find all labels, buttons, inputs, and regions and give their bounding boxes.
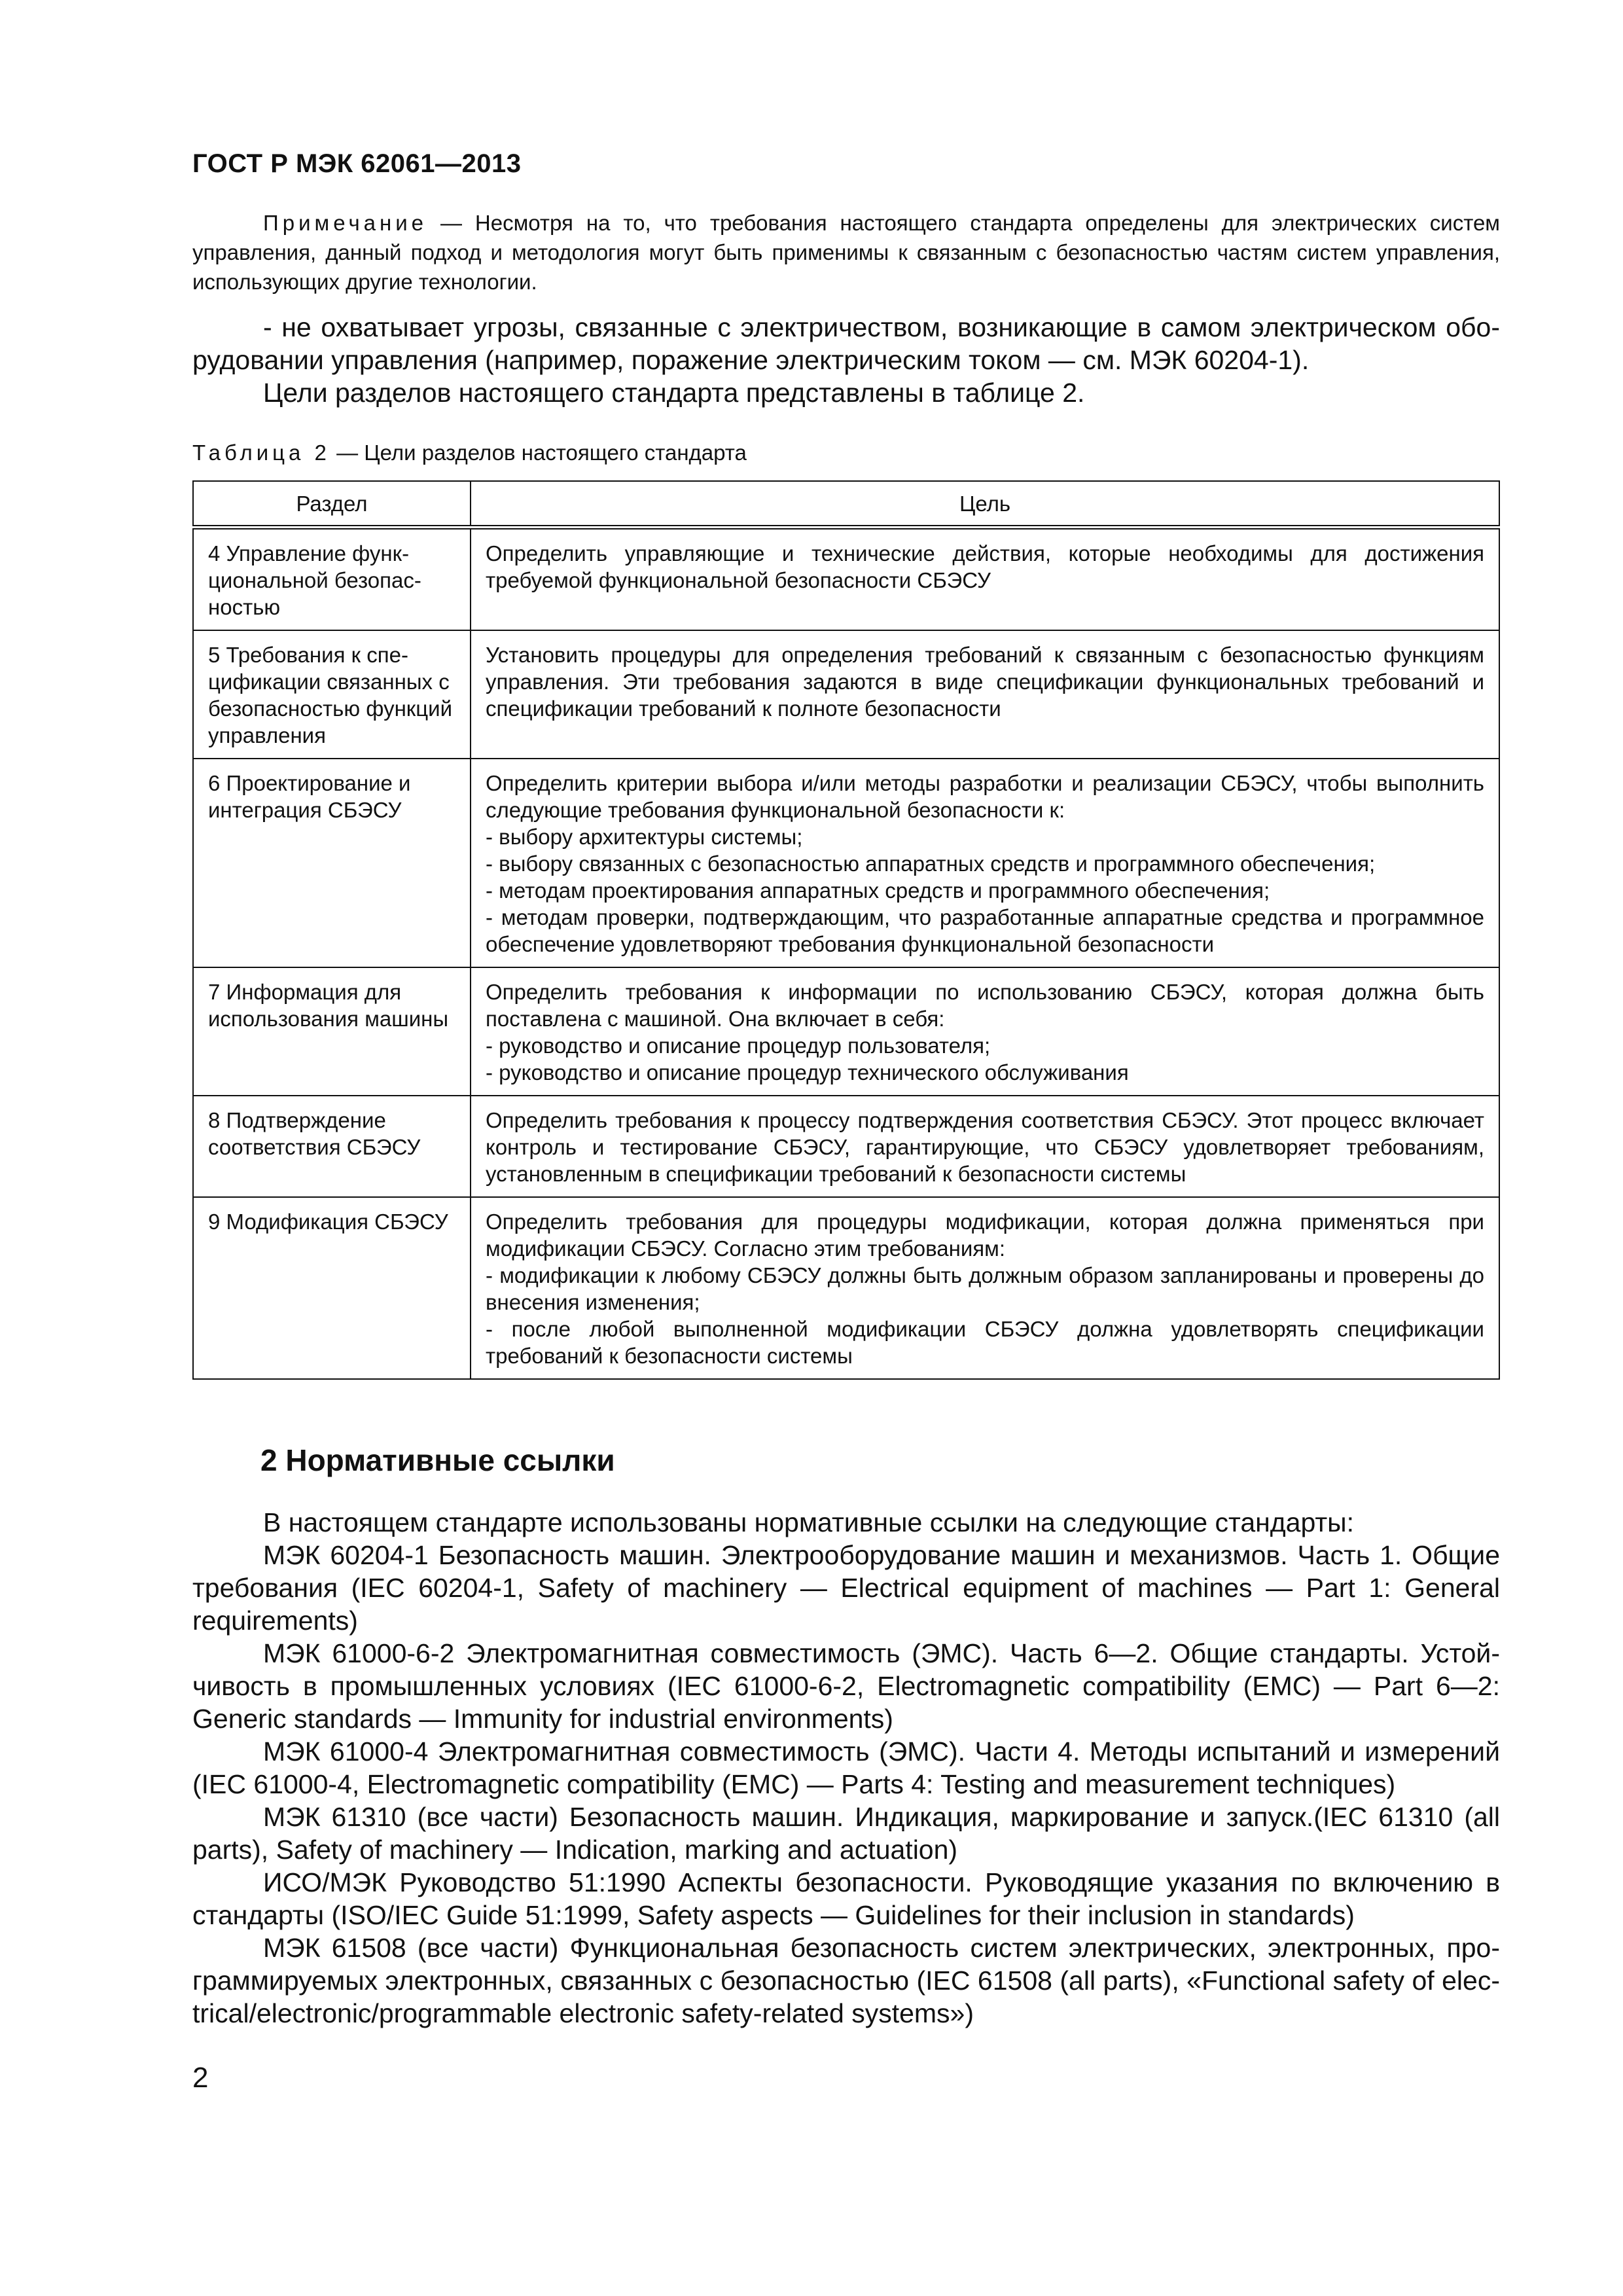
note-text: — Несмотря на то, что требования настоящего стандарта определены для электрических систем управления, данный подход и методология могут быть применимы к связанным с безопасностью частям систем управления, использующих другие технологии. — [192, 211, 1500, 294]
body-bullet: - не охватывает угрозы, связанные с электричеством, возникающие в самом электрическом оборудовании управления (например, поражение электрическим током — см. МЭК 60204-1). — [192, 312, 1500, 375]
table-row — [193, 528, 1499, 631]
table-row — [193, 1197, 1499, 1379]
page-number: 2 — [192, 2062, 209, 2094]
header-goal: Цель — [471, 481, 1499, 528]
goal-cell — [471, 528, 1499, 631]
reference-item: МЭК 61000-6-2 Электромагнитная совместимость (ЭМС). Часть 6—2. Общие стандарты. Устойчивость в промышленных условиях (IEC 61000-6-2, Electromagnetic compatibility (EMC) — Part 6—2: Generic standards — Immunity for industrial environments) — [192, 1638, 1500, 1734]
goal-cell — [471, 630, 1499, 759]
section-cell: 6 Проектирование и интеграция СБЭСУ — [193, 759, 471, 967]
table-row — [193, 1096, 1499, 1197]
body-text — [192, 311, 1500, 409]
section-cell: 4 Управление функциональной безопасностью — [193, 528, 471, 631]
reference-item: МЭК 61508 (все части) Функциональная безопасность систем электрических, электронных, программируемых электронных, связанных с безопасностью (IEC 61508 (all parts), «Functional safety of electrical/electronic/programmable electronic safety-related systems») — [192, 1933, 1500, 2028]
goal-bullet: - методам проектирования аппаратных средств и программного обеспечения; — [486, 878, 1270, 903]
section-cell: 7 Информация для использования машины — [193, 967, 471, 1096]
goal-text: Определить критерии выбора и/или методы разработки и реализации СБЭСУ, чтобы выполнить следующие требования функциональной безопасности к: — [486, 771, 1484, 822]
goal-bullet: - модификации к любому СБЭСУ должны быть должным образом запланированы и проверены до внесения изменения; — [486, 1263, 1484, 1314]
table-caption — [192, 440, 747, 465]
goal-bullet: - выбору архитектуры системы; — [486, 825, 803, 849]
goal-text: Определить требования для процедуры модификации, которая должна применяться при модификации СБЭСУ. Согласно этим требованиям: — [486, 1210, 1484, 1261]
table-row — [193, 759, 1499, 967]
section-cell: 5 Требования к спецификации связанных с безопасностью функций управления — [193, 630, 471, 759]
goal-cell — [471, 759, 1499, 967]
reference-item: МЭК 60204-1 Безопасность машин. Электрооборудование машин и механизмов. Часть 1. Общие требования (IEC 60204-1, Safety of machinery — Electrical equipment of machines — Part 1: General requirements) — [192, 1540, 1500, 1636]
table-caption-text: — Цели разделов настоящего стандарта — [336, 440, 747, 465]
goal-text: Определить управляющие и технические действия, которые необходимы для достижения требуемой функциональной безопасности СБЭСУ — [486, 541, 1484, 592]
goal-bullet: - после любой выполненной модификации СБЭСУ должна удовлетворять спецификации требований к безопасности системы — [486, 1317, 1484, 1368]
refs-intro: В настоящем стандарте использованы нормативные ссылки на следующие стандарты: — [263, 1507, 1355, 1537]
goal-cell — [471, 1096, 1499, 1197]
table-caption-label: Таблица 2 — [192, 440, 330, 465]
table-row — [193, 630, 1499, 759]
goal-bullet: - выбору связанных с безопасностью аппаратных средств и программного обеспечения; — [486, 852, 1376, 876]
note-label: Примечание — [263, 211, 428, 235]
goal-text: Определить требования к процессу подтверждения соответствия СБЭСУ. Этот процесс включает контроль и тестирование СБЭСУ, гарантирующие, что СБЭСУ удовлетворяет требованиям, установленным в спецификации требований к безопасности системы — [486, 1108, 1484, 1186]
table-intro: Цели разделов настоящего стандарта представлены в таблице 2. — [263, 378, 1085, 408]
reference-item: МЭК 61000-4 Электромагнитная совместимость (ЭМС). Части 4. Методы испытаний и измерений (IEC 61000-4, Electromagnetic compatibility (EMC) — Parts 4: Testing and measurement techniques) — [192, 1736, 1500, 1799]
goal-bullet: - руководство и описание процедур пользователя; — [486, 1033, 991, 1058]
goal-text: Определить требования к информации по использованию СБЭСУ, которая должна быть поставлена с машиной. Она включает в себя: — [486, 980, 1484, 1031]
section-cell: 8 Подтверждение соответствия СБЭСУ — [193, 1096, 471, 1197]
goal-cell — [471, 1197, 1499, 1379]
goal-cell — [471, 967, 1499, 1096]
note-paragraph — [192, 208, 1500, 296]
goal-text: Установить процедуры для определения требований к связанным с безопасностью функциям управления. Эти требования задаются в виде спецификации функциональных требований и спецификации требований к полноте безопасности — [486, 643, 1484, 721]
table-header-row — [193, 481, 1499, 528]
reference-item: ИСО/МЭК Руководство 51:1990 Аспекты безопасности. Руководящие указания по включению в стандарты (ISO/IEC Guide 51:1999, Safety aspects — Guidelines for their inclusion in standards) — [192, 1867, 1500, 1930]
header-section: Раздел — [193, 481, 471, 528]
goal-bullet: - методам проверки, подтверждающим, что разработанные аппаратные средства и программное обеспечение удовлетворяют требования функциональной безопасности — [486, 905, 1484, 956]
section-cell: 9 Модификация СБЭСУ — [193, 1197, 471, 1379]
document-header: ГОСТ Р МЭК 62061—2013 — [192, 149, 522, 178]
section-goals-table — [192, 480, 1500, 1380]
goal-bullet: - руководство и описание процедур технического обслуживания — [486, 1060, 1129, 1085]
normative-references — [192, 1506, 1500, 2030]
reference-item: МЭК 61310 (все части) Безопасность машин. Индикация, маркирование и запуск.(IEC 61310 (all parts), Safety of machinery — Indication, marking and actuation) — [192, 1802, 1500, 1865]
section-title: 2 Нормативные ссылки — [260, 1443, 615, 1477]
table-row — [193, 967, 1499, 1096]
